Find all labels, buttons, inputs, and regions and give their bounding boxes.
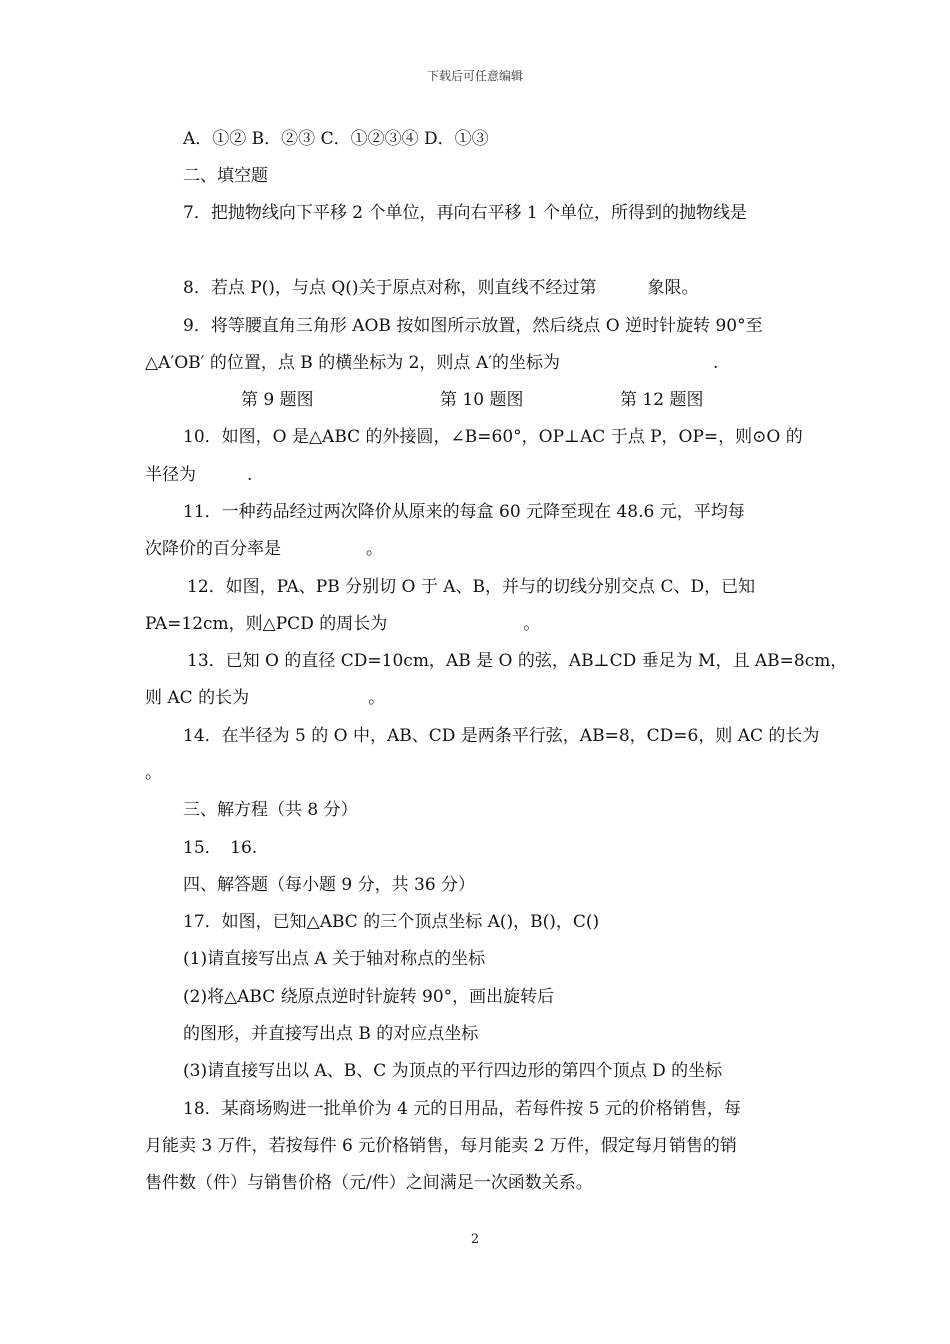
caption-fig-12: 第 12 题图 xyxy=(620,390,704,410)
question-9-line-1: 9．将等腰直角三角形 AOB 按如图所示放置，然后绕点 O 逆时针旋转 90°至 xyxy=(183,316,763,336)
question-10-line-1: 10．如图，O 是△ABC 的外接圆，∠B=60°，OP⊥AC 于点 P，OP=，则⊙O 的 xyxy=(183,427,803,447)
page-number: 2 xyxy=(470,1232,480,1247)
question-13-line-1: 13．已知 O 的直径 CD=10cm，AB 是 O 的弦，AB⊥CD 垂足为 M，且 AB=8cm， xyxy=(187,651,848,671)
question-18-line-1: 18．某商场购进一批单价为 4 元的日用品，若每件按 5 元的价格销售，每 xyxy=(183,1099,741,1119)
question-17-part-1: (1)请直接写出点 A 关于轴对称点的坐标 xyxy=(183,949,486,969)
caption-fig-9: 第 9 题图 xyxy=(241,390,314,410)
question-14-line-2: 。 xyxy=(145,763,162,783)
question-9-line-2: △A′OB′ 的位置，点 B 的横坐标为 2，则点 A′的坐标为 . xyxy=(145,353,719,373)
questions-15-16: 15． 16. xyxy=(183,838,258,858)
question-17: 17．如图，已知△ABC 的三个顶点坐标 A()，B()，C() xyxy=(183,912,600,932)
section-answers-heading: 四、解答题（每小题 9 分，共 36 分） xyxy=(183,875,476,895)
question-13-line-2: 则 AC 的长为 。 xyxy=(145,688,386,708)
question-18-line-2: 月能卖 3 万件，若按每件 6 元价格销售，每月能卖 2 万件，假定每月销售的销 xyxy=(145,1136,737,1156)
question-8: 8．若点 P()，与点 Q()关于原点对称，则直线不经过第 象限。 xyxy=(183,278,699,298)
q6-options: A．①② B．②③ C．①②③④ D．①③ xyxy=(183,129,489,149)
question-17-part-2: (2)将△ABC 绕原点逆时针旋转 90°，画出旋转后 xyxy=(183,987,555,1007)
question-11-line-1: 11．一种药品经过两次降价从原来的每盒 60 元降至现在 48.6 元，平均每 xyxy=(183,502,745,522)
question-14-line-1: 14．在半径为 5 的 O 中，AB、CD 是两条平行弦，AB=8，CD=6，则 AC 的长为 xyxy=(183,726,820,746)
question-12-line-1: 12．如图，PA、PB 分别切 O 于 A、B，并与的切线分别交点 C、D，已知 xyxy=(187,577,756,597)
question-10-line-2: 半径为 . xyxy=(145,465,253,485)
question-11-line-2: 次降价的百分率是 。 xyxy=(145,539,383,559)
page-header: 下载后可任意编辑 xyxy=(426,69,523,83)
question-12-line-2: PA=12cm，则△PCD 的周长为 。 xyxy=(145,614,541,634)
section-equations-heading: 三、解方程（共 8 分） xyxy=(183,800,358,820)
question-17-part-3: (3)请直接写出以 A、B、C 为顶点的平行四边形的第四个顶点 D 的坐标 xyxy=(183,1061,723,1081)
question-18-line-3: 售件数（件）与销售价格（元/件）之间满足一次函数关系。 xyxy=(145,1173,593,1193)
section-fill-blank-heading: 二、填空题 xyxy=(183,166,268,186)
question-17-part-2-continued: 的图形，并直接写出点 B 的对应点坐标 xyxy=(183,1024,479,1044)
caption-fig-10: 第 10 题图 xyxy=(440,390,524,410)
question-7: 7．把抛物线向下平移 2 个单位，再向右平移 1 个单位，所得到的抛物线是 xyxy=(183,203,748,223)
